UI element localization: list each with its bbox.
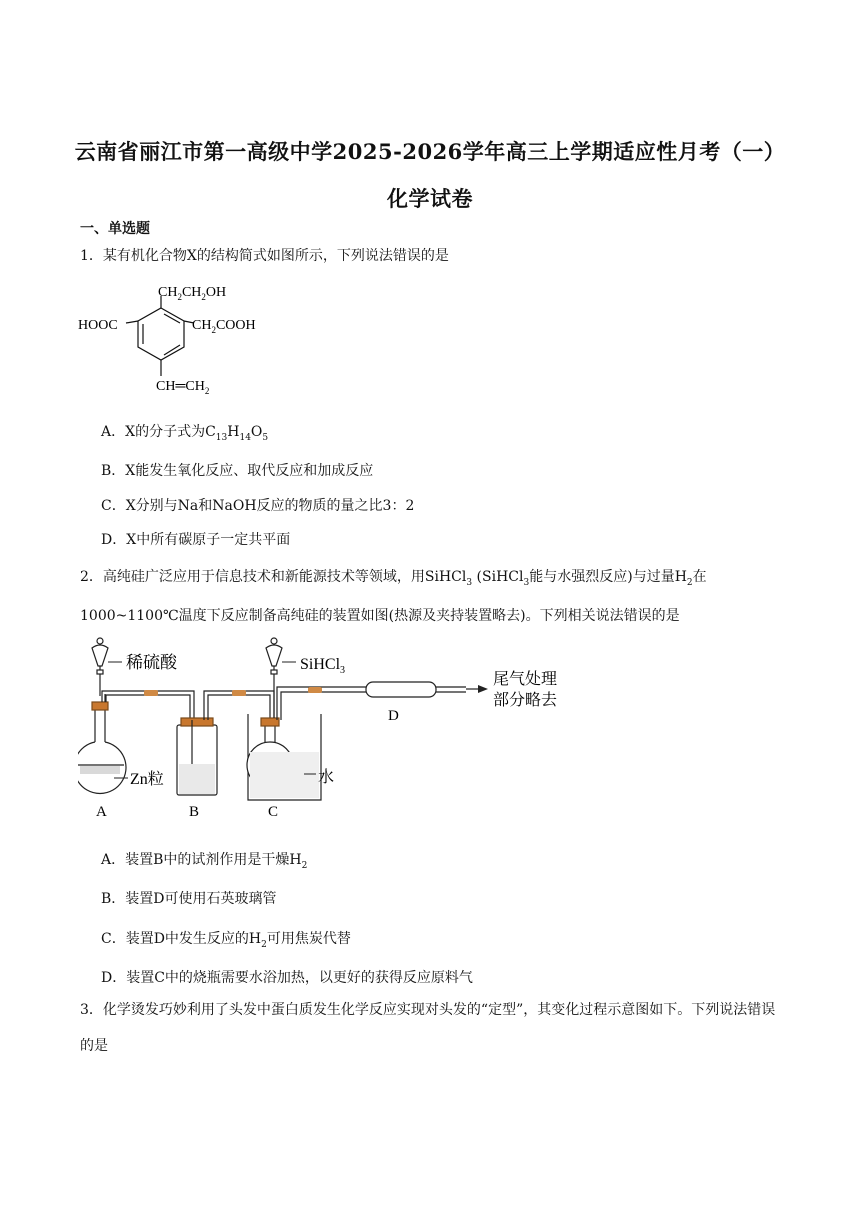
label-tail-gas-line2: 部分略去 (493, 692, 558, 709)
question-2-stem-line1: 2．高纯硅广泛应用于信息技术和新能源技术等领域，用SiHCl$_3$ (SiHCl$_3$能与水强烈反应)与过量$H_2$在 (80, 569, 707, 588)
section-heading: 一、单选题 (80, 221, 150, 237)
label-dilute-sulfuric-acid: 稀硫酸 (126, 653, 177, 672)
group-ch2ch2oh: $CH_2CH_2OH$ (158, 285, 227, 302)
question-2-stem-line2: 1000~1100℃温度下反应制备高纯硅的装置如图(热源及夹持装置略去)。下列相关说法错误的是 (80, 608, 680, 624)
q1-option-b[interactable]: B．X能发生氧化反应、取代反应和加成反应 (101, 463, 374, 479)
q2-option-b[interactable]: B．装置D可使用石英玻璃管 (101, 891, 277, 907)
label-apparatus-d: D (388, 708, 399, 724)
label-zn-granules: Zn粒 (130, 771, 164, 788)
q1-option-a[interactable] (101, 422, 268, 448)
label-apparatus-b: B (189, 804, 200, 820)
label-water: 水 (318, 769, 335, 786)
label-tail-gas-line1: 尾气处理 (493, 671, 558, 688)
label-apparatus-c: C (268, 804, 279, 820)
q1-option-a-formula: $C_{13}H_{14}O_5$ (205, 424, 269, 443)
label-sihcl3: SiHCl$_3$ (300, 656, 346, 676)
group-vinyl: $CH═CH_2$ (156, 379, 210, 396)
q1-option-a-text: A．X的分子式为 (101, 424, 206, 440)
q2-option-c[interactable]: C．装置D中发生反应的$H_2$可用焦炭代替 (101, 931, 351, 950)
page-title-line2: 化学试卷 (387, 186, 473, 211)
group-hooc: HOOC (78, 318, 118, 333)
page-title-line1: 云南省丽江市第一高级中学2025-2026学年高三上学期适应性月考（一） (74, 139, 786, 164)
q2-option-a[interactable]: A．装置B中的试剂作用是干燥$H_2$ (101, 852, 308, 871)
group-ch2cooh: $CH_2COOH$ (192, 318, 256, 335)
q1-option-c[interactable]: C．X分别与Na和NaOH反应的物质的量之比3：2 (101, 498, 415, 514)
q2-option-d[interactable]: D．装置C中的烧瓶需要水浴加热，以更好的获得反应原料气 (101, 970, 473, 986)
apparatus-diagram (78, 632, 578, 824)
question-3-stem: 3．化学烫发巧妙利用了头发中蛋白质发生化学反应实现对头发的“定型”，其变化过程示意图如下。下列说法错误的是 (80, 1002, 776, 1054)
label-apparatus-a: A (96, 804, 107, 820)
molecule-structure-figure (76, 278, 286, 402)
q1-option-d[interactable]: D．X中所有碳原子一定共平面 (101, 532, 291, 548)
question-1-stem: 1．某有机化合物X的结构简式如图所示，下列说法错误的是 (80, 248, 449, 264)
